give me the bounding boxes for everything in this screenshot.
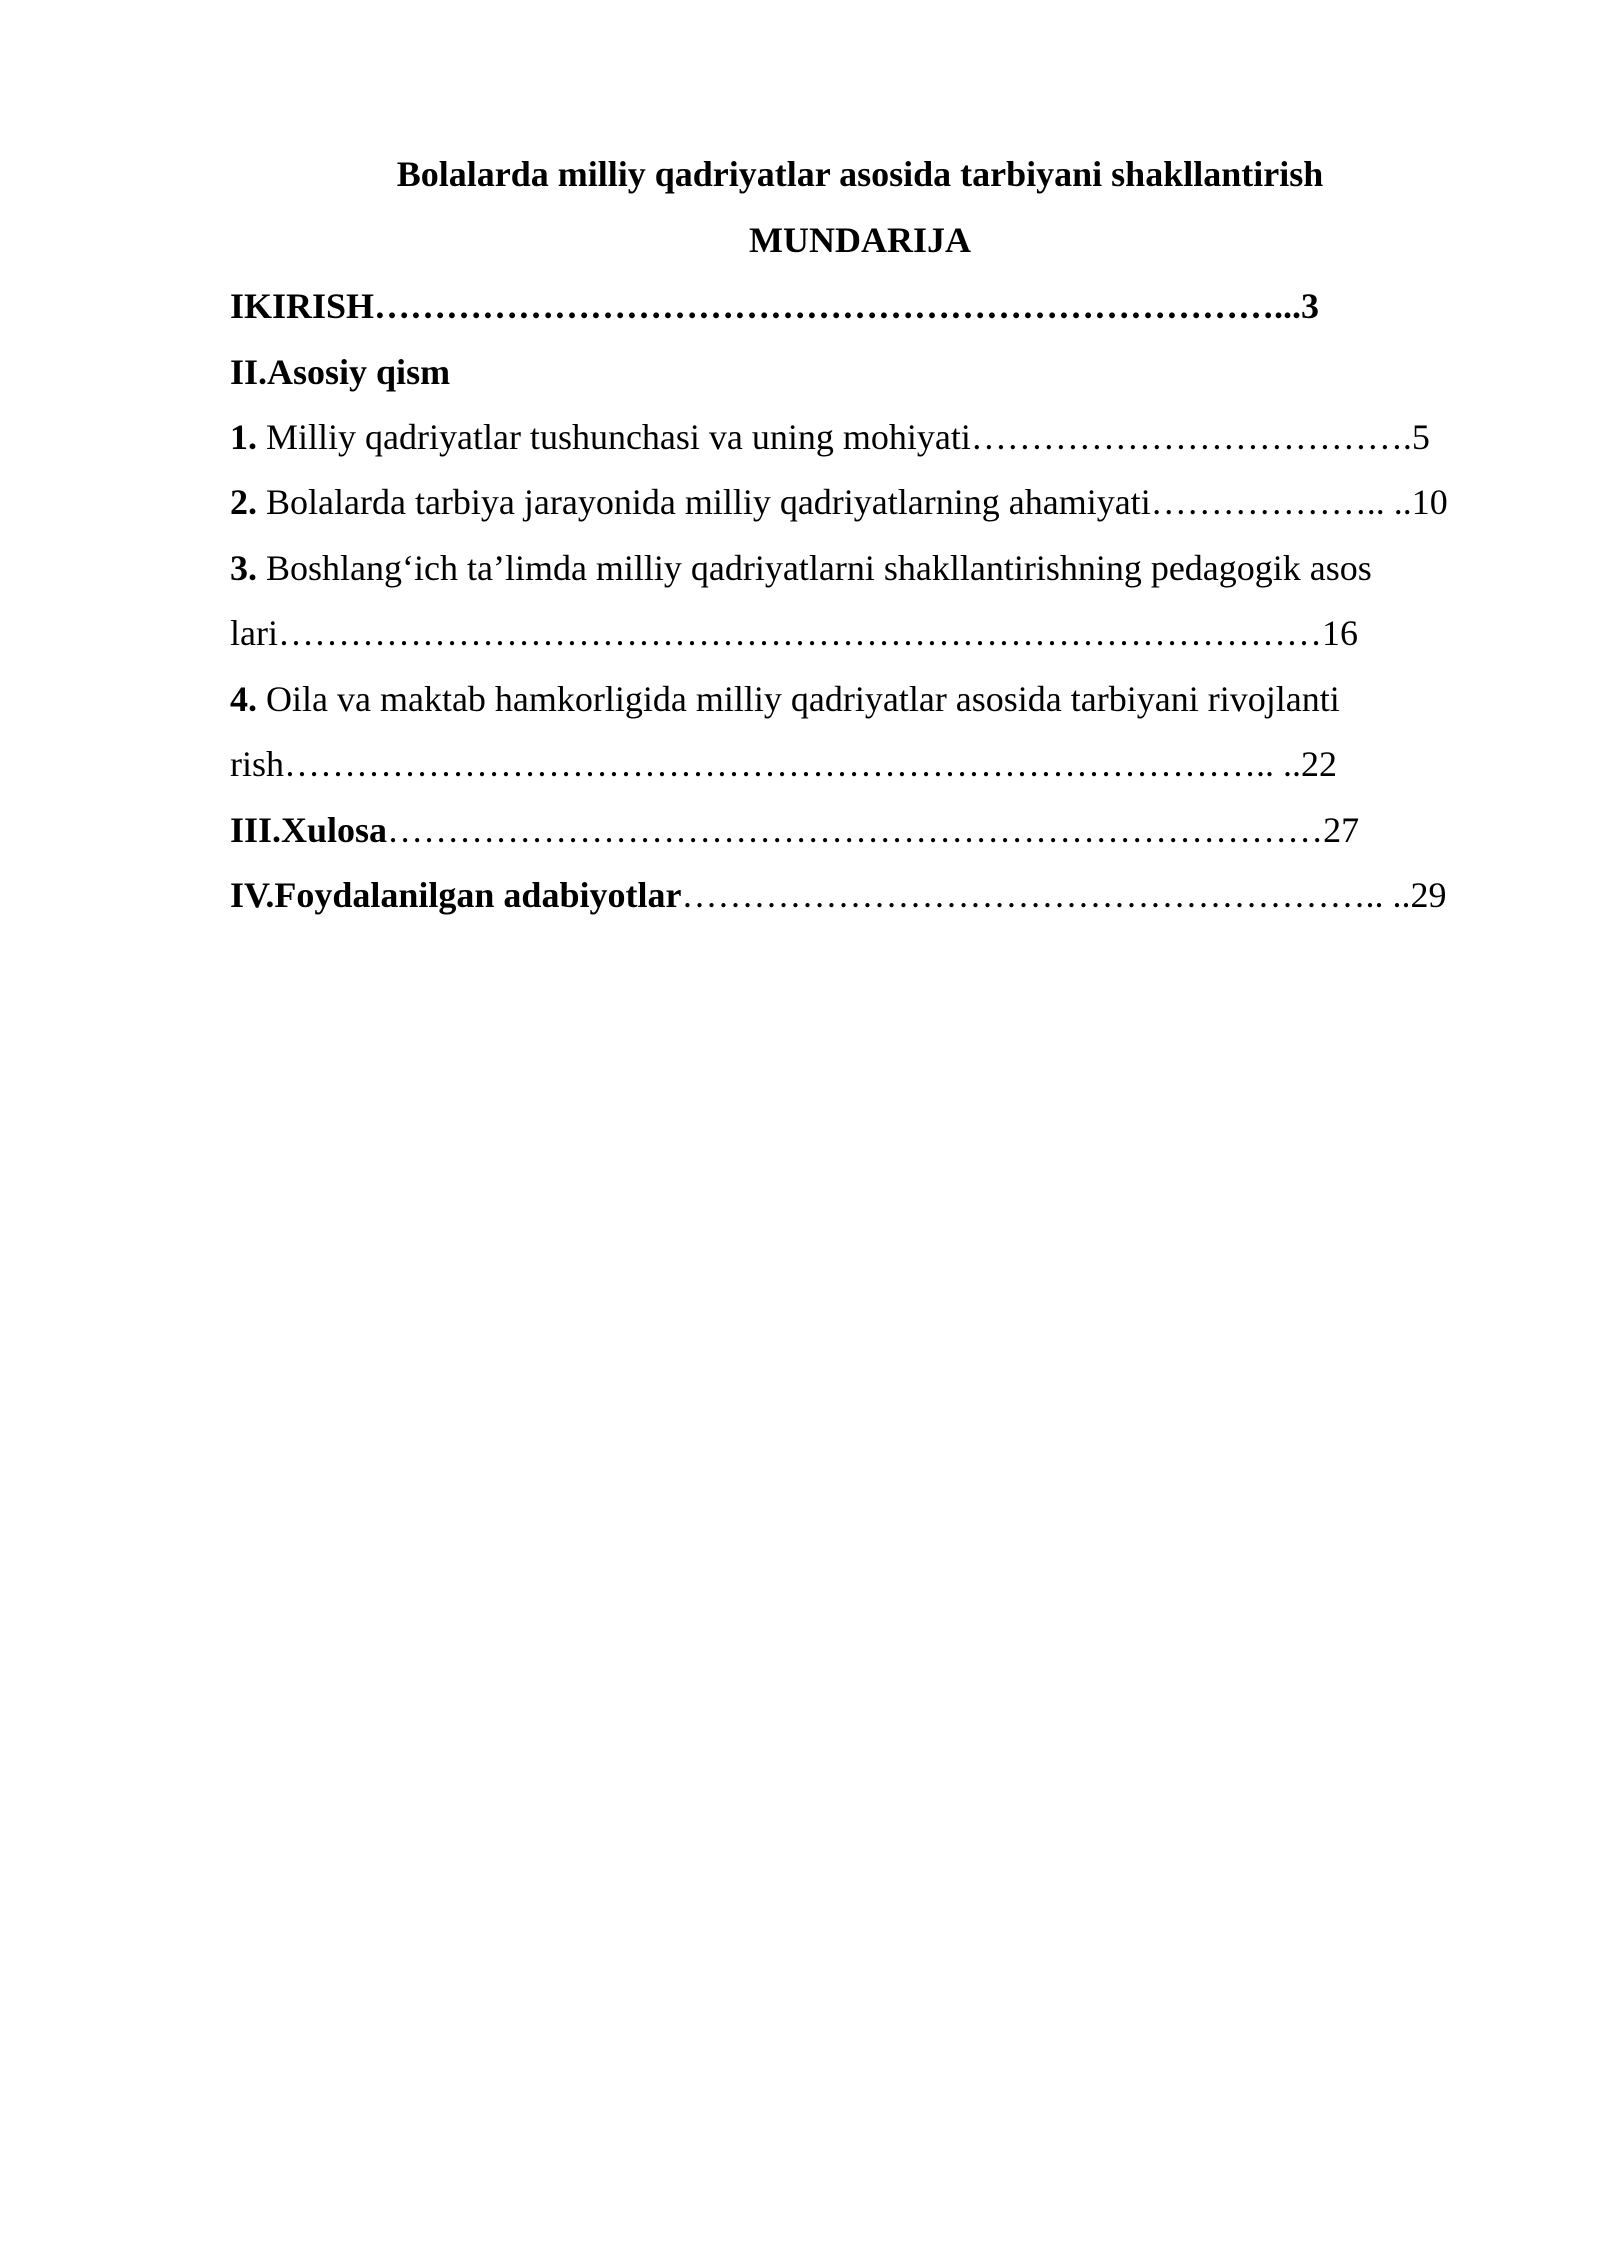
- toc-entry-number: 3.: [230, 548, 257, 588]
- toc-entry-number: 2.: [230, 482, 257, 522]
- toc-heading: MUNDARIJA: [749, 220, 971, 260]
- toc-entry-text: Oila va maktab hamkorligida milliy qadriyatlar asosida tarbiyani rivojlanti: [257, 679, 1340, 719]
- toc-entry-3: [230, 546, 1372, 590]
- toc-entry-4: [230, 677, 1340, 721]
- toc-section-heading: II.Asosiy qism: [230, 352, 451, 392]
- toc-entry-label: III.Xulosa: [230, 810, 388, 850]
- toc-entry-leader: ………………………………………………….. ..29: [681, 875, 1447, 915]
- toc-entry-conclusion: [230, 808, 1359, 852]
- toc-entry-1: [230, 415, 1430, 459]
- toc-entry-number: 4.: [230, 679, 257, 719]
- toc-entry-number: 1.: [230, 417, 257, 457]
- document-title: Bolalarda milliy qadriyatlar asosida tarbiyani shakllantirish: [396, 154, 1324, 194]
- toc-entry-label: IV.Foydalanilgan adabiyotlar: [230, 875, 682, 915]
- toc-entry-text: Bolalarda tarbiya jarayonida milliy qadriyatlarning ahamiyati……………….. ..10: [257, 482, 1448, 522]
- toc-entry-leader: ……………………………………………………………………27: [387, 810, 1360, 850]
- toc-entry-references: [230, 873, 1446, 917]
- toc-entry-2: [230, 480, 1448, 524]
- toc-entry-text: Boshlang‘ich ta’limda milliy qadriyatlarni shakllantirishning pedagogik asos: [257, 548, 1372, 588]
- toc-entry-intro: IKIRISH…………………………………………………………………...3: [230, 286, 1320, 326]
- toc-entry-3-continuation: lari……………………………………………………………………………16: [230, 613, 1358, 653]
- toc-entry-text: Milliy qadriyatlar tushunchasi va uning mohiyati……………………………….5: [257, 417, 1430, 457]
- toc-entry-4-continuation: rish……………………………………………………………………….. ..22: [230, 744, 1337, 784]
